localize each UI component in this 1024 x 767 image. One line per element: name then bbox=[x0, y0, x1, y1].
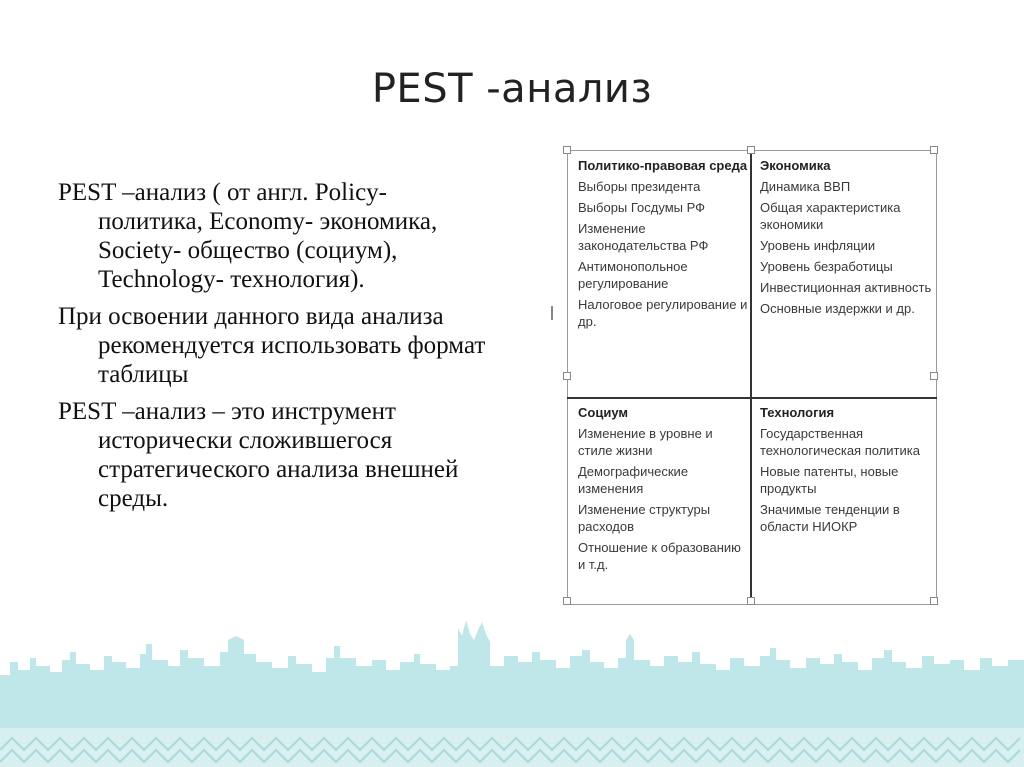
paragraph-definition: PEST –анализ ( от англ. Policy- политика, Economy- экономика, Society- общество (социум), Technology- технология). bbox=[58, 179, 438, 293]
cell-item: Государственная технологическая политика bbox=[760, 426, 920, 458]
cell-social bbox=[578, 404, 750, 577]
resize-handle[interactable] bbox=[563, 146, 571, 154]
cell-item: Налоговое регулирование и др. bbox=[578, 297, 748, 329]
slide-title: PEST -анализ bbox=[371, 66, 653, 112]
cell-item: Отношение к образованию и т.д. bbox=[578, 540, 741, 572]
pest-table-image bbox=[567, 150, 937, 605]
cell-item: Изменение законодательства РФ bbox=[578, 221, 709, 253]
cell-heading: Технология bbox=[760, 405, 835, 420]
cell-heading: Экономика bbox=[760, 158, 831, 173]
cell-item: Общая характеристика экономики bbox=[760, 200, 901, 232]
cell-item: Изменение структуры расходов bbox=[578, 502, 711, 534]
table-horizontal-divider bbox=[567, 397, 937, 399]
cell-political bbox=[578, 157, 750, 334]
cell-item: Выборы президента bbox=[578, 179, 701, 194]
cell-item: Антимонопольное регулирование bbox=[578, 259, 688, 291]
resize-handle[interactable] bbox=[930, 146, 938, 154]
ornament-band bbox=[0, 728, 1024, 767]
cell-item: Изменение в уровне и стиле жизни bbox=[578, 426, 713, 458]
cell-technology bbox=[760, 404, 932, 539]
table-vertical-divider bbox=[750, 150, 752, 603]
cell-item: Значимые тенденции в области НИОКР bbox=[760, 502, 900, 534]
cell-heading: Политико-правовая среда bbox=[578, 158, 748, 173]
cell-item: Уровень инфляции bbox=[760, 238, 876, 253]
city-skyline-decoration bbox=[0, 600, 1024, 767]
cell-item: Инвестиционная активность bbox=[760, 280, 932, 295]
resize-handle[interactable] bbox=[563, 372, 571, 380]
cursor-mark bbox=[551, 306, 553, 320]
resize-handle[interactable] bbox=[930, 372, 938, 380]
cell-item: Выборы Госдумы РФ bbox=[578, 200, 706, 215]
resize-handle[interactable] bbox=[747, 146, 755, 154]
cell-economic bbox=[760, 157, 932, 321]
cell-item: Динамика ВВП bbox=[760, 179, 851, 194]
cell-item: Демографические изменения bbox=[578, 464, 689, 496]
cell-item: Уровень безработицы bbox=[760, 259, 893, 274]
cell-item: Основные издержки и др. bbox=[760, 301, 915, 316]
body-text bbox=[58, 178, 498, 521]
paragraph-instrument: PEST –анализ – это инструмент исторически сложившегося стратегического анализа внешней среды. bbox=[58, 398, 459, 512]
cell-item: Новые патенты, новые продукты bbox=[760, 464, 899, 496]
paragraph-recommendation: При освоении данного вида анализа рекомендуется использовать формат таблицы bbox=[58, 303, 486, 388]
cell-heading: Социум bbox=[578, 405, 628, 420]
